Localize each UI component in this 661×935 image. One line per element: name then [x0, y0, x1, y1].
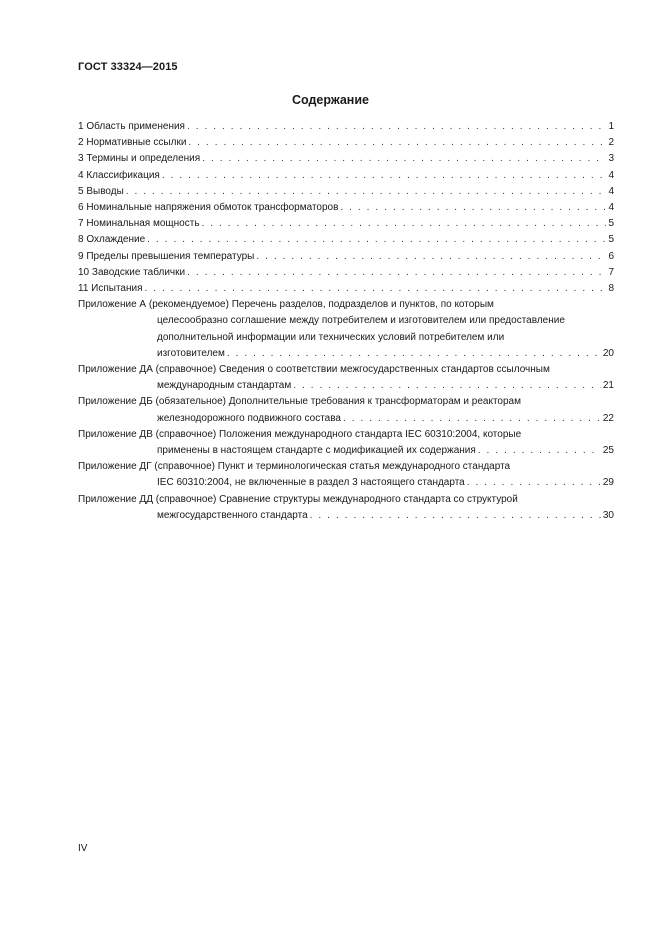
toc-entry-label: 8 Охлаждение [78, 234, 146, 246]
appendix-last-line [78, 443, 614, 459]
dot-leader [256, 249, 606, 265]
table-of-contents [78, 119, 614, 524]
toc-appendix-entry[interactable] [78, 427, 614, 459]
toc-section-entry[interactable] [78, 151, 614, 167]
toc-appendix-entry[interactable] [78, 297, 614, 362]
toc-entry-label: 1 Область применения [78, 121, 185, 132]
dot-leader [478, 443, 601, 459]
appendix-title-line: Приложение А (рекомендуемое) Перечень разделов, подразделов и пунктов, по которым [78, 299, 494, 311]
toc-entry-label: изготовителем [157, 347, 225, 359]
toc-section-entry[interactable] [78, 249, 614, 265]
appendix-title-line: Приложение ДГ (справочное) Пункт и терминологическая статья международного стандарта [78, 461, 511, 473]
toc-entry-label: международным стандартам [157, 380, 292, 392]
toc-entry-page: 25 [602, 445, 614, 457]
toc-entry-label: 11 Испытания [78, 283, 143, 295]
dot-leader [227, 346, 601, 362]
toc-entry-label: 7 Номинальная мощность [78, 218, 200, 230]
toc-entry-label: IEC 60310:2004, не включенные в раздел 3 настоящего стандарта [157, 477, 465, 489]
appendix-last-line [78, 378, 614, 394]
toc-entry-page: 20 [602, 347, 614, 359]
appendix-last-line [78, 508, 614, 524]
appendix-title-line: Приложение ДД (справочное) Сравнение структуры международного стандарта со структурой [78, 493, 518, 505]
appendix-title-line: Приложение ДВ (справочное) Положения международного стандарта IEC 60310:2004, которые [78, 428, 522, 440]
toc-entry-label: межгосударственного стандарта [157, 509, 308, 521]
toc-entry-page: 7 [608, 266, 614, 278]
toc-section-entry[interactable] [78, 200, 614, 216]
toc-entry-page: 3 [608, 153, 614, 165]
dot-leader [343, 411, 601, 427]
toc-entry-label: 5 Выводы [78, 185, 124, 197]
dot-leader [202, 216, 607, 232]
dot-leader [126, 184, 607, 200]
appendix-last-line [78, 475, 614, 491]
toc-section-entry[interactable] [78, 168, 614, 184]
dot-leader [202, 151, 606, 167]
toc-entry-page: 4 [608, 169, 614, 181]
appendix-last-line [78, 346, 614, 362]
dot-leader [310, 508, 601, 524]
toc-entry-page: 2 [608, 137, 614, 149]
toc-entry-page: 21 [602, 380, 614, 392]
toc-entry-page: 4 [608, 185, 614, 197]
toc-section-entry[interactable] [78, 216, 614, 232]
toc-entry-label: 9 Пределы превышения температуры [78, 250, 255, 262]
dot-leader [188, 135, 606, 151]
toc-section-entry[interactable] [78, 232, 614, 248]
toc-entry-page: 6 [608, 250, 614, 262]
toc-entry-label: 4 Классификация [78, 169, 160, 181]
appendix-title-continuation: целесообразно соглашение между потребителем и изготовителем или предоставление [157, 315, 565, 327]
toc-entry-label: применены в настоящем стандарте с модификацией их содержания [157, 445, 476, 457]
toc-entry-page: 8 [608, 283, 614, 295]
appendix-last-line [78, 411, 614, 427]
toc-entry-label: 3 Термины и определения [78, 153, 201, 165]
dot-leader [187, 119, 606, 135]
dot-leader [293, 378, 601, 394]
toc-entry-page: 4 [608, 202, 614, 214]
toc-section-entry[interactable] [78, 135, 614, 151]
sections-list [78, 119, 614, 297]
toc-section-entry[interactable] [78, 184, 614, 200]
toc-entry-page: 5 [608, 218, 614, 230]
toc-entry-page: 29 [602, 477, 614, 489]
toc-appendix-entry[interactable] [78, 394, 614, 426]
toc-appendix-entry[interactable] [78, 492, 614, 524]
toc-entry-label: железнодорожного подвижного состава [157, 412, 341, 424]
appendices-list [78, 297, 614, 524]
dot-leader [145, 281, 607, 297]
toc-entry-page: 1 [608, 121, 614, 132]
toc-appendix-entry[interactable] [78, 459, 614, 491]
dot-leader [340, 200, 606, 216]
toc-entry-label: 6 Номинальные напряжения обмоток трансформаторов [78, 202, 339, 214]
contents-title: Содержание [291, 93, 369, 107]
dot-leader [162, 168, 607, 184]
appendix-title-line: Приложение ДА (справочное) Сведения о соответствии межгосударственных стандартов ссылочным [78, 364, 550, 376]
page-number: IV [78, 843, 88, 854]
toc-entry-page: 22 [602, 412, 614, 424]
dot-leader [147, 232, 606, 248]
document-id-header: ГОСТ 33324—2015 [78, 61, 178, 73]
toc-entry-page: 30 [602, 509, 614, 521]
toc-entry-label: 10 Заводские таблички [78, 266, 186, 278]
toc-entry-page: 5 [608, 234, 614, 246]
toc-section-entry[interactable] [78, 265, 614, 281]
toc-section-entry[interactable] [78, 119, 614, 135]
toc-entry-label: 2 Нормативные ссылки [78, 137, 187, 149]
dot-leader [467, 475, 601, 491]
toc-section-entry[interactable] [78, 281, 614, 297]
dot-leader [187, 265, 606, 281]
toc-appendix-entry[interactable] [78, 362, 614, 394]
appendix-title-continuation: дополнительной информации или технических условий потребителем или [157, 331, 505, 343]
appendix-title-line: Приложение ДБ (обязательное) Дополнительные требования к трансформаторам и реакторам [78, 396, 521, 408]
